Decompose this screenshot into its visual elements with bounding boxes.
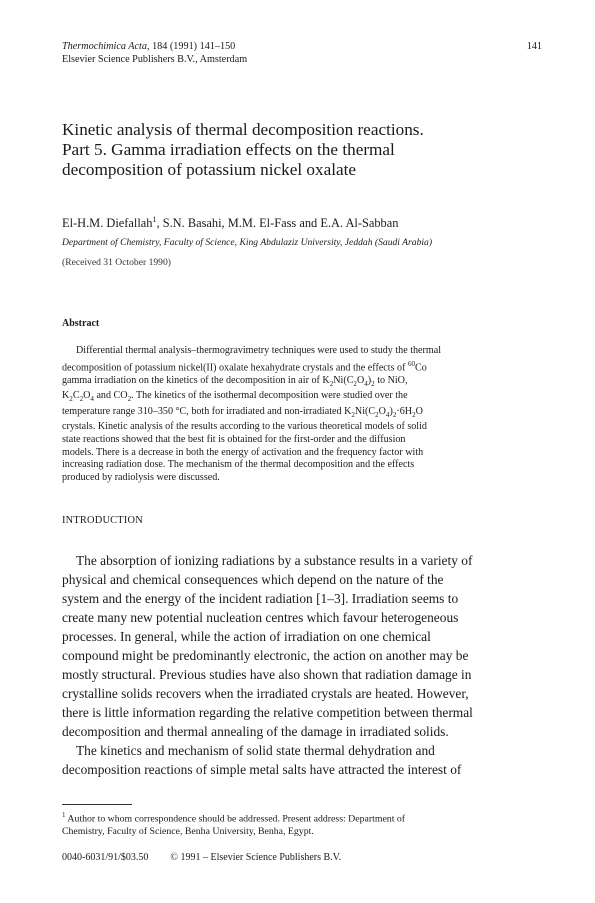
introduction-body bbox=[62, 551, 542, 779]
footnote-rule bbox=[62, 804, 132, 805]
abstract-line: Differential thermal analysis–thermogravimetry techniques were used to study the thermal bbox=[76, 345, 442, 356]
copyright-line bbox=[62, 852, 341, 863]
journal-name: Thermochimica Acta bbox=[62, 41, 147, 52]
abstract-line: decomposition of potassium nickel(II) oxalate hexahydrate crystals and the effects of $^{60}$Co bbox=[62, 359, 427, 373]
copyright-notice: © 1991 – Elsevier Science Publishers B.V. bbox=[170, 852, 342, 863]
body-line: mostly structural. Previous studies have also shown that radiation damage in bbox=[62, 667, 472, 682]
abstract-line: produced by radiolysis were discussed. bbox=[62, 471, 220, 483]
body-line: create many new potential nucleation centres which favour heterogeneous bbox=[62, 610, 459, 625]
footnote: $^1$ Author to whom correspondence should be addressed. Present address: Department of Chemistry, Faculty of Science, Benha University, Benha, Egypt. bbox=[62, 811, 406, 837]
abstract-line: increasing radiation dose. The mechanism of the thermal decomposition and the effects bbox=[62, 459, 415, 471]
footnote-mark: 1 bbox=[62, 811, 66, 819]
body-line: system and the energy of the incident radiation [1–3]. Irradiation seems to bbox=[62, 591, 459, 606]
body-line: crystalline solids recovers when the irradiated crystals are heated. However, bbox=[62, 686, 469, 701]
abstract-body bbox=[62, 345, 542, 484]
body-line: there is little information regarding the relative competition between thermal bbox=[62, 705, 473, 720]
abstract-line: crystals. Kinetic analysis of the results according to the various theoretical models of solid bbox=[62, 421, 427, 433]
abstract-line: $K_2C_2O_4$ and $CO_2$. The kinetics of the isothermal decomposition were studied over the bbox=[62, 390, 408, 404]
abstract-line: state reactions showed that the best fit is obtained for the first-order and the diffusion bbox=[62, 433, 406, 445]
introduction-heading: INTRODUCTION bbox=[62, 515, 143, 526]
issn-code: 0040-6031/91/$03.50 bbox=[62, 852, 149, 863]
page-number: 141 bbox=[526, 41, 542, 52]
title-line-1: Kinetic analysis of thermal decomposition reactions. bbox=[62, 120, 424, 139]
abstract-line: temperature range 310–350 °C, both for irradiated and non-irradiated $K_2Ni(C_2O_4)_2\cdot 6H_2O$ bbox=[62, 405, 423, 419]
abstract-line: models. There is a decrease in both the energy of activation and the frequency factor with bbox=[62, 446, 424, 458]
title-line-2: Part 5. Gamma irradiation effects on the thermal bbox=[62, 140, 395, 159]
article-title bbox=[62, 120, 542, 180]
received-date: (Received 31 October 1990) bbox=[62, 257, 171, 268]
body-line: decomposition and thermal annealing of the damage in irradiated solids. bbox=[62, 724, 449, 739]
affiliation: Department of Chemistry, Faculty of Science, King Abdulaziz University, Jeddah (Saudi Arabia) bbox=[62, 237, 433, 248]
author-first: El-H.M. Diefallah bbox=[62, 216, 153, 231]
publisher-line: Elsevier Science Publishers B.V., Amsterdam bbox=[62, 54, 248, 65]
author-list bbox=[62, 215, 542, 231]
author-others: , S.N. Basahi, M.M. El-Fass and E.A. Al-Sabban bbox=[156, 216, 399, 231]
body-line: compound might be predominantly electronic, the action on another may be bbox=[62, 648, 469, 663]
author-footnote-mark: 1 bbox=[152, 215, 157, 224]
body-line: physical and chemical consequences which depend on the nature of the bbox=[62, 572, 444, 587]
running-header bbox=[62, 40, 542, 66]
body-line: The absorption of ionizing radiations by a substance results in a variety of bbox=[76, 553, 473, 568]
title-line-3: decomposition of potassium nickel oxalate bbox=[62, 160, 357, 179]
abstract-line: gamma irradiation on the kinetics of the decomposition in air of $K_2Ni(C_2O_4)_2$ to NiO, bbox=[62, 374, 408, 388]
body-line: The kinetics and mechanism of solid state thermal dehydration and bbox=[76, 743, 435, 758]
journal-citation: , 184 (1991) 141–150 bbox=[146, 41, 236, 52]
abstract-heading: Abstract bbox=[62, 318, 100, 329]
body-line: processes. In general, while the action of irradiation on one chemical bbox=[62, 629, 431, 644]
body-line: decomposition reactions of simple metal salts have attracted the interest of bbox=[62, 762, 462, 777]
